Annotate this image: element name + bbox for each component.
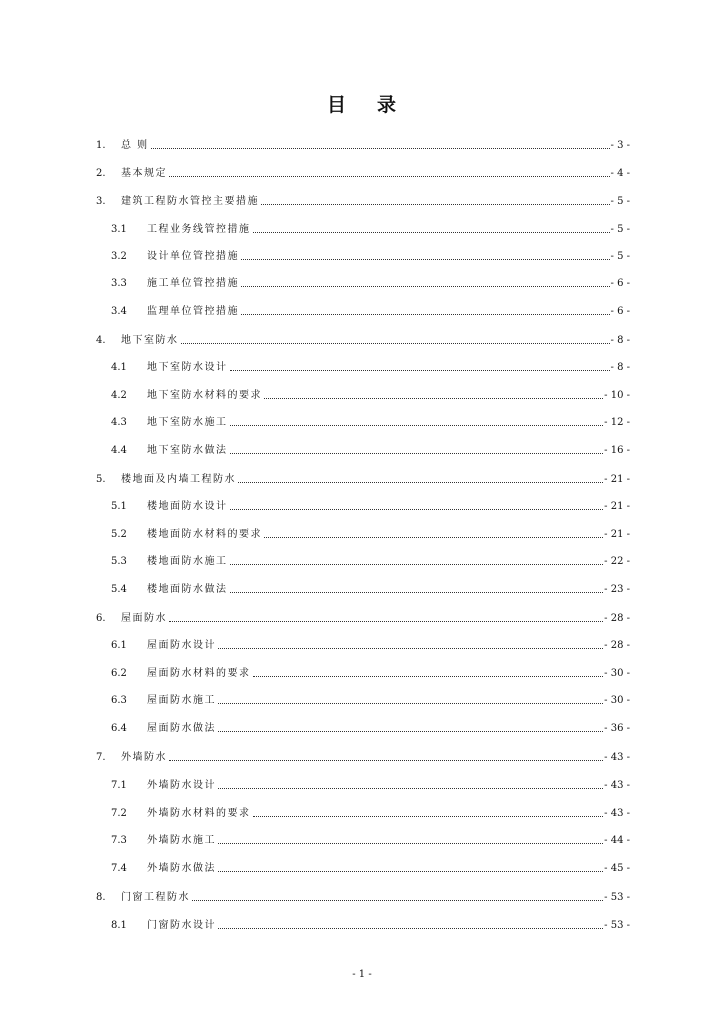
toc-entry-section[interactable] — [111, 276, 630, 290]
toc-entry-section[interactable] — [111, 554, 630, 568]
toc-entry-number: 6.2 — [111, 668, 127, 679]
toc-entry-number: 4.1 — [111, 362, 127, 373]
toc-entry-title: 楼地面防水做法 — [147, 584, 228, 595]
toc-entry-section[interactable] — [111, 415, 630, 429]
toc-entry-page: - 30 - — [604, 695, 630, 706]
toc-entry-page: - 21 - — [604, 501, 630, 512]
toc-dot-leader — [230, 592, 604, 593]
toc-dot-leader — [230, 425, 604, 426]
toc-entry-title: 地下室防水做法 — [147, 445, 228, 456]
toc-entry-title: 外墙防水 — [121, 752, 167, 763]
toc-entry-section[interactable] — [111, 918, 630, 932]
toc-entry-page: - 36 - — [604, 723, 630, 734]
toc-entry-number: 7. — [96, 752, 106, 763]
toc-entry-page: - 3 - — [610, 140, 630, 151]
toc-entry-number: 1. — [96, 140, 106, 151]
toc-entry-number: 4.3 — [111, 417, 127, 428]
toc-entry-page: - 12 - — [604, 417, 630, 428]
toc-entry-title: 屋面防水材料的要求 — [147, 668, 251, 679]
toc-entry-page: - 22 - — [604, 556, 630, 567]
toc-entry-title: 监理单位管控措施 — [147, 306, 239, 317]
toc-entry-number: 8.1 — [111, 920, 127, 931]
toc-entry-section[interactable] — [111, 778, 630, 792]
toc-entry-page: - 30 - — [604, 668, 630, 679]
toc-entry-number: 6.3 — [111, 695, 127, 706]
toc-dot-leader — [218, 703, 603, 704]
toc-dot-leader — [241, 314, 610, 315]
toc-entry-page: - 4 - — [610, 168, 630, 179]
toc-entry-section[interactable] — [111, 666, 630, 680]
title-char-1: 目 — [326, 94, 347, 116]
toc-dot-leader — [169, 176, 610, 177]
toc-dot-leader — [264, 398, 603, 399]
toc-entry-page: - 43 - — [604, 752, 630, 763]
toc-dot-leader — [253, 676, 604, 677]
toc-entry-page: - 23 - — [604, 584, 630, 595]
toc-dot-leader — [230, 370, 610, 371]
toc-entry-number: 3.1 — [111, 224, 127, 235]
toc-entry-number: 7.3 — [111, 835, 127, 846]
toc-entry-title: 基本规定 — [121, 168, 167, 179]
toc-dot-leader — [218, 788, 603, 789]
toc-entry-title: 建筑工程防水管控主要措施 — [121, 196, 259, 207]
toc-entry-number: 4.4 — [111, 445, 127, 456]
toc-entry-chapter[interactable] — [96, 611, 630, 625]
toc-entry-section[interactable] — [111, 360, 630, 374]
toc-entry-page: - 6 - — [610, 306, 630, 317]
toc-entry-page: - 45 - — [604, 863, 630, 874]
toc-entry-page: - 28 - — [604, 640, 630, 651]
toc-entry-title: 屋面防水设计 — [147, 640, 216, 651]
toc-entry-title: 屋面防水 — [121, 613, 167, 624]
toc-entry-section[interactable] — [111, 499, 630, 513]
toc-entry-section[interactable] — [111, 693, 630, 707]
toc-entry-number: 6.1 — [111, 640, 127, 651]
toc-entry-chapter[interactable] — [96, 890, 630, 904]
toc-dot-leader — [241, 259, 610, 260]
toc-entry-page: - 8 - — [610, 335, 630, 346]
toc-entry-number: 4.2 — [111, 390, 127, 401]
toc-entry-title: 工程业务线管控措施 — [147, 224, 251, 235]
toc-dot-leader — [238, 482, 603, 483]
toc-dot-leader — [151, 148, 610, 149]
toc-dot-leader — [230, 564, 604, 565]
toc-entry-chapter[interactable] — [96, 472, 630, 486]
toc-entry-title: 门窗防水设计 — [147, 920, 216, 931]
page-title — [0, 90, 724, 117]
toc-entry-number: 7.1 — [111, 780, 127, 791]
toc-entry-chapter[interactable] — [96, 166, 630, 180]
toc-entry-section[interactable] — [111, 527, 630, 541]
toc-entry-section[interactable] — [111, 388, 630, 402]
page-number-footer: - 1 - — [352, 969, 372, 980]
toc-entry-section[interactable] — [111, 861, 630, 875]
toc-entry-title: 地下室防水施工 — [147, 417, 228, 428]
toc-entry-number: 7.2 — [111, 808, 127, 819]
toc-entry-number: 3.3 — [111, 278, 127, 289]
toc-entry-page: - 53 - — [604, 892, 630, 903]
toc-entry-title: 楼地面防水设计 — [147, 501, 228, 512]
toc-entry-number: 2. — [96, 168, 106, 179]
toc-entry-number: 3.4 — [111, 306, 127, 317]
toc-entry-title: 楼地面防水施工 — [147, 556, 228, 567]
toc-dot-leader — [169, 760, 603, 761]
toc-dot-leader — [218, 843, 603, 844]
toc-dot-leader — [241, 286, 610, 287]
toc-entry-number: 8. — [96, 892, 106, 903]
toc-dot-leader — [264, 537, 603, 538]
toc-entry-title: 屋面防水施工 — [147, 695, 216, 706]
toc-entry-number: 3.2 — [111, 251, 127, 262]
toc-entry-section[interactable] — [111, 806, 630, 820]
toc-entry-title: 屋面防水做法 — [147, 723, 216, 734]
toc-entry-section[interactable] — [111, 249, 630, 263]
toc-entry-title: 外墙防水设计 — [147, 780, 216, 791]
toc-entry-chapter[interactable] — [96, 333, 630, 347]
toc-dot-leader — [218, 731, 603, 732]
toc-entry-title: 外墙防水材料的要求 — [147, 808, 251, 819]
toc-dot-leader — [253, 232, 610, 233]
toc-entry-section[interactable] — [111, 222, 630, 236]
toc-dot-leader — [169, 621, 603, 622]
toc-entry-page: - 21 - — [604, 474, 630, 485]
toc-dot-leader — [218, 648, 603, 649]
toc-dot-leader — [181, 343, 610, 344]
toc-entry-page: - 5 - — [610, 251, 630, 262]
toc-dot-leader — [253, 816, 604, 817]
toc-entry-section[interactable] — [111, 833, 630, 847]
toc-entry-chapter[interactable] — [96, 194, 630, 208]
toc-entry-title: 楼地面防水材料的要求 — [147, 529, 262, 540]
toc-entry-number: 5.4 — [111, 584, 127, 595]
toc-entry-page: - 5 - — [610, 224, 630, 235]
toc-entry-number: 5.2 — [111, 529, 127, 540]
toc-entry-title: 设计单位管控措施 — [147, 251, 239, 262]
toc-dot-leader — [218, 871, 603, 872]
toc-entry-title: 楼地面及内墙工程防水 — [121, 474, 236, 485]
toc-dot-leader — [192, 900, 603, 901]
toc-entry-page: - 8 - — [610, 362, 630, 373]
toc-entry-title: 外墙防水施工 — [147, 835, 216, 846]
toc-entry-section[interactable] — [111, 721, 630, 735]
toc-entry-number: 3. — [96, 196, 106, 207]
toc-entry-number: 6.4 — [111, 723, 127, 734]
toc-entry-number: 5.3 — [111, 556, 127, 567]
toc-entry-title: 门窗工程防水 — [121, 892, 190, 903]
toc-entry-number: 7.4 — [111, 863, 127, 874]
toc-entry-section[interactable] — [111, 304, 630, 318]
toc-entry-number: 5. — [96, 474, 106, 485]
toc-entry-page: - 16 - — [604, 445, 630, 456]
toc-entry-title: 地下室防水材料的要求 — [147, 390, 262, 401]
toc-entry-number: 4. — [96, 335, 106, 346]
toc-entry-page: - 43 - — [604, 780, 630, 791]
toc-entry-section[interactable] — [111, 582, 630, 596]
toc-entry-page: - 43 - — [604, 808, 630, 819]
toc-entry-page: - 21 - — [604, 529, 630, 540]
toc-entry-title: 地下室防水设计 — [147, 362, 228, 373]
toc-entry-title: 地下室防水 — [121, 335, 179, 346]
toc-entry-number: 5.1 — [111, 501, 127, 512]
toc-entry-chapter[interactable] — [96, 750, 630, 764]
toc-dot-leader — [230, 509, 604, 510]
toc-entry-page: - 5 - — [610, 196, 630, 207]
toc-dot-leader — [261, 204, 610, 205]
toc-entry-title: 总 则 — [121, 140, 149, 151]
title-char-2: 录 — [377, 94, 398, 116]
toc-entry-title: 施工单位管控措施 — [147, 278, 239, 289]
toc-entry-page: - 28 - — [604, 613, 630, 624]
toc-dot-leader — [218, 928, 603, 929]
toc-entry-title: 外墙防水做法 — [147, 863, 216, 874]
toc-entry-section[interactable] — [111, 443, 630, 457]
toc-entry-page: - 53 - — [604, 920, 630, 931]
toc-dot-leader — [230, 453, 604, 454]
toc-entry-page: - 10 - — [604, 390, 630, 401]
toc-entry-page: - 6 - — [610, 278, 630, 289]
toc-entry-section[interactable] — [111, 638, 630, 652]
toc-entry-number: 6. — [96, 613, 106, 624]
toc-entry-chapter[interactable] — [96, 138, 630, 152]
toc-entry-page: - 44 - — [604, 835, 630, 846]
